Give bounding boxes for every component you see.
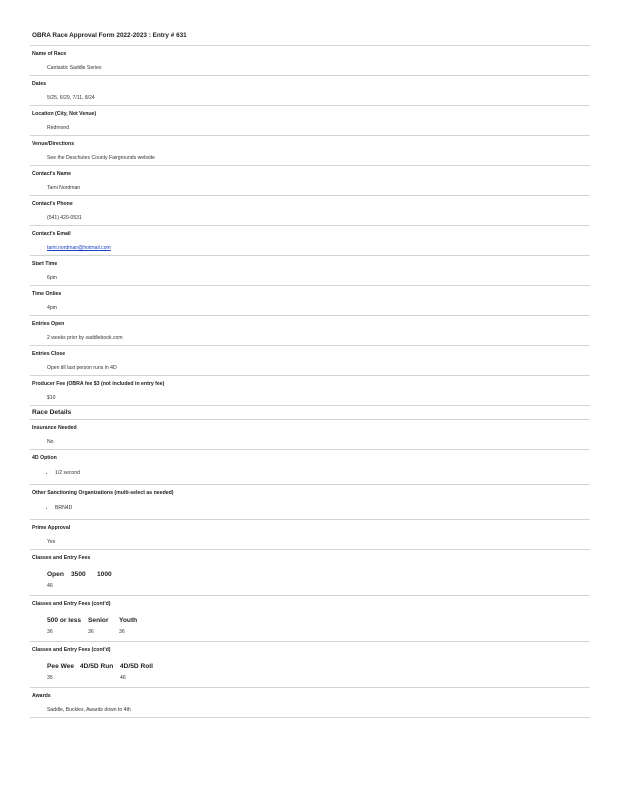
fee-header: 4D/5D Roll xyxy=(120,663,153,670)
field-location xyxy=(30,106,590,136)
field-4d-option xyxy=(30,450,590,485)
field-label: Awards xyxy=(32,693,51,699)
field-start-time xyxy=(30,256,590,286)
field-label: Prime Approval xyxy=(32,525,71,531)
fee-value: 35 xyxy=(47,675,53,681)
field-label: Time Onlies xyxy=(32,291,62,297)
field-label: Other Sanctioning Organizations (multi-select as needed) xyxy=(32,490,174,496)
field-value: Redmond xyxy=(47,125,70,131)
fee-value: 46 xyxy=(47,583,53,589)
field-classes-fees-cont-1 xyxy=(30,596,590,642)
field-value: No xyxy=(47,439,54,445)
option-list xyxy=(30,462,590,484)
fee-value: 46 xyxy=(120,675,126,681)
field-label: Venue/Directions xyxy=(32,141,75,147)
field-contact-email xyxy=(30,226,590,256)
field-label: Entries Open xyxy=(32,321,65,327)
field-label: Entries Close xyxy=(32,351,66,357)
fee-value: 36 xyxy=(119,629,125,635)
field-label: Contact's Email xyxy=(32,231,71,237)
field-prime-approval xyxy=(30,520,590,550)
field-value: Tami Nordman xyxy=(47,185,81,191)
field-venue xyxy=(30,136,590,166)
list-item: • BRN4D xyxy=(55,505,590,512)
field-label: Dates xyxy=(32,81,47,87)
field-value: (541) 420-0531 xyxy=(47,215,82,221)
field-value: Open till last person runs in 4D xyxy=(47,365,117,371)
fee-header: 1000 xyxy=(97,571,112,578)
field-label: Insurance Needed xyxy=(32,425,77,431)
fee-header: Youth xyxy=(119,617,138,624)
fee-value: 36 xyxy=(47,629,53,635)
fee-header: 3500 xyxy=(71,571,86,578)
fees-table xyxy=(30,608,590,641)
field-value: Saddle, Buckles, Awards down to 4th xyxy=(47,707,131,713)
fee-header: Pee Wee xyxy=(47,663,75,670)
field-value: 6pm xyxy=(47,275,57,281)
field-value: $10 xyxy=(47,395,56,401)
fee-header: 500 or less xyxy=(47,617,82,624)
field-label: Location (City, Not Venue) xyxy=(32,111,97,117)
field-time-onlies xyxy=(30,286,590,316)
section-heading-race-details: Race Details xyxy=(30,406,590,420)
field-label: Classes and Entry Fees (cont'd) xyxy=(32,601,111,607)
field-awards xyxy=(30,688,590,718)
field-label: 4D Option xyxy=(32,455,57,461)
field-label: Producer Fee (OBRA fee $3 (not included in entry fee) xyxy=(32,381,165,387)
field-label: Classes and Entry Fees xyxy=(32,555,91,561)
field-label: Contact's Name xyxy=(32,171,71,177)
field-name-of-race xyxy=(30,46,590,76)
org-list xyxy=(30,497,590,519)
field-value: Cantastic Saddle Series xyxy=(47,65,102,71)
field-dates xyxy=(30,76,590,106)
field-label: Name of Race xyxy=(32,51,67,57)
field-insurance xyxy=(30,420,590,450)
field-label: Contact's Phone xyxy=(32,201,73,207)
fee-value: 36 xyxy=(88,629,94,635)
field-value: 4pm xyxy=(47,305,57,311)
field-producer-fee xyxy=(30,376,590,406)
fees-table xyxy=(30,562,590,595)
field-value: Yes xyxy=(47,539,56,545)
field-value: 5/25, 6/29, 7/11, 8/24 xyxy=(47,95,95,101)
field-contact-phone xyxy=(30,196,590,226)
field-classes-fees-cont-2 xyxy=(30,642,590,688)
fees-table xyxy=(30,654,590,687)
field-label: Start Time xyxy=(32,261,58,267)
fee-header: 4D/5D Run xyxy=(80,663,114,670)
field-value: See the Deschutes County Fairgrounds website xyxy=(47,155,155,161)
field-entries-close xyxy=(30,346,590,376)
field-other-orgs xyxy=(30,485,590,520)
fee-header: Senior xyxy=(88,617,109,624)
field-contact-name xyxy=(30,166,590,196)
field-classes-fees xyxy=(30,550,590,596)
field-entries-open xyxy=(30,316,590,346)
form-title: OBRA Race Approval Form 2022-2023 : Entry # 631 xyxy=(30,30,590,46)
fee-header: Open xyxy=(47,571,64,578)
email-link[interactable]: tami.nordman@hotmail.com xyxy=(47,245,111,251)
field-label: Classes and Entry Fees (cont'd) xyxy=(32,647,111,653)
race-approval-form xyxy=(30,30,590,718)
field-value: 2 weeks prior by saddlebook.com xyxy=(47,335,123,341)
list-item: • 1/2 second xyxy=(55,470,590,477)
